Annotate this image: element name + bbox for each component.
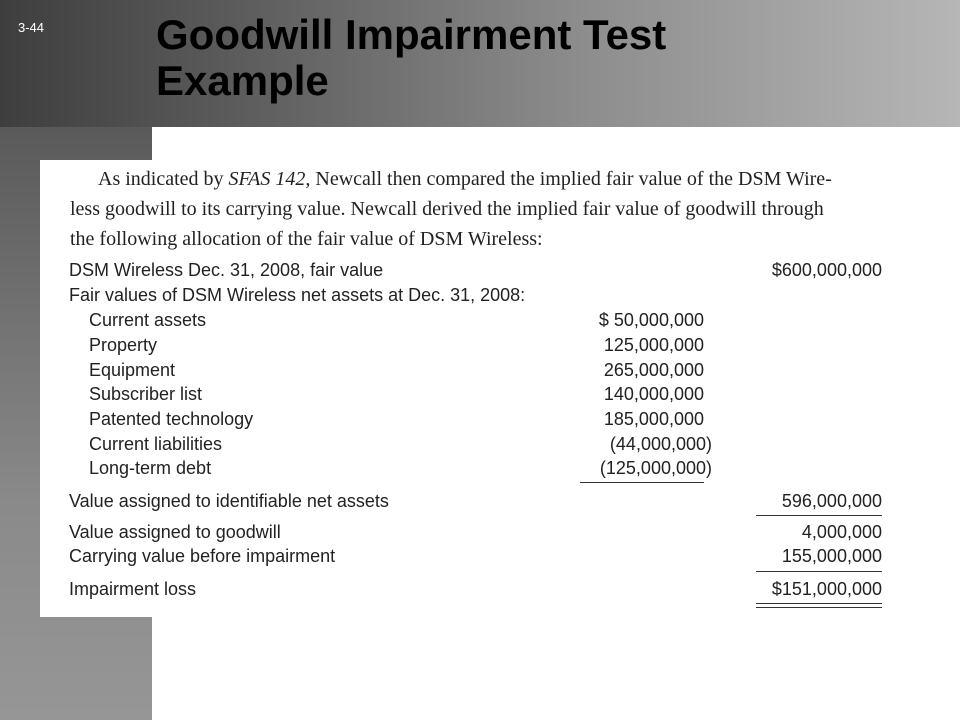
table-row [40,358,920,383]
table-row [40,432,920,457]
table-row [40,577,920,602]
row-amount: (125,000,000) [599,458,712,478]
intro-paragraph [70,164,920,254]
row-amount: 140,000,000 [603,384,704,404]
table-row [40,489,920,514]
row-total: $151,000,000 [771,579,882,599]
subtraction-rule [756,515,882,516]
intro-line-2: less goodwill to its carrying value. Newcall derived the implied fair value of goodwill through [70,198,824,220]
table-row [40,407,920,432]
row-amount: 125,000,000 [603,335,704,355]
double-rule-top [756,603,882,604]
intro-line-1: As indicated by SFAS 142, Newcall then compared the implied fair value of the DSM Wire- [98,168,832,190]
table-row [40,308,920,333]
subtotal-rule [580,482,704,483]
row-label: Current liabilities [89,434,223,454]
table-row [40,382,920,407]
row-total: 155,000,000 [781,546,882,566]
slide-title-line-1: Goodwill Impairment Test [156,11,667,58]
row-amount: 185,000,000 [603,409,704,429]
row-label: Patented technology [89,409,254,429]
row-label: Property [89,335,158,355]
table-row [40,456,920,481]
table-row [40,333,920,358]
slide-number: 3-44 [18,20,45,35]
difference-rule [756,571,882,572]
row-total: $600,000,000 [771,260,882,280]
row-label: Long-term debt [89,458,212,478]
row-label: Value assigned to identifiable net assets [69,491,389,511]
slide-title [156,12,666,104]
table-row [40,544,920,569]
row-label: Fair values of DSM Wireless net assets at Dec. 31, 2008: [69,285,526,305]
slide-title-line-2: Example [156,57,329,104]
row-total: 4,000,000 [801,522,882,542]
row-label: Equipment [89,360,176,380]
textbook-excerpt-panel [40,160,920,617]
row-label: Current assets [89,310,207,330]
sfas-reference: SFAS 142, [228,168,311,190]
row-amount: $ 50,000,000 [598,310,704,330]
row-amount: (44,000,000) [609,434,712,454]
table-row [40,283,920,308]
row-label: DSM Wireless Dec. 31, 2008, fair value [69,260,384,280]
intro-line-3: the following allocation of the fair value of DSM Wireless: [70,228,543,250]
row-amount: 265,000,000 [603,360,704,380]
double-rule-bottom [756,607,882,608]
row-total: 596,000,000 [781,491,882,511]
row-label: Carrying value before impairment [69,546,336,566]
row-label: Impairment loss [69,579,197,599]
table-row [40,258,920,283]
row-label: Value assigned to goodwill [69,522,281,542]
table-row [40,520,920,545]
row-label: Subscriber list [89,384,203,404]
